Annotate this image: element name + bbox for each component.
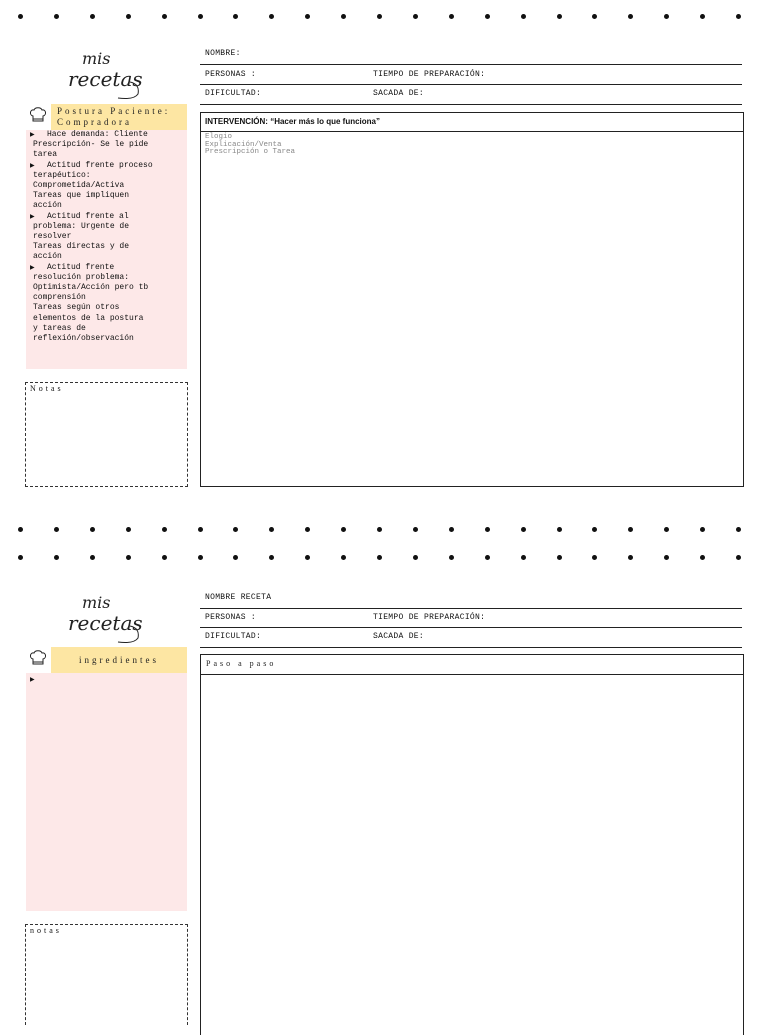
list-item-continuation: problema: Urgente de [33, 221, 130, 231]
sacada-label-bottom: SACADA DE: [373, 632, 425, 641]
dot [664, 14, 669, 19]
svg-text:mis: mis [82, 49, 111, 68]
sacada-label: SACADA DE: [373, 89, 425, 98]
notes-box-top[interactable] [25, 382, 188, 487]
dot [18, 555, 23, 560]
notes-label-bottom: notas [30, 926, 62, 935]
dot [305, 14, 310, 19]
chef-hat-icon [29, 106, 47, 124]
list-item-continuation: Tareas según otros [33, 303, 120, 313]
dot [736, 14, 741, 19]
list-item: ▶ Hace demanda: Cliente [26, 130, 187, 140]
dot [592, 555, 597, 560]
dot [485, 555, 490, 560]
postura-list [26, 130, 187, 344]
intervention-header [201, 113, 743, 132]
mis-recetas-logo-bottom [60, 588, 170, 644]
dot [126, 527, 131, 532]
dot [592, 527, 597, 532]
dot [162, 14, 167, 19]
steps-title: Paso a paso [206, 659, 277, 668]
section-header-postura [51, 104, 187, 130]
steps-header [201, 655, 743, 675]
intervention-item-elogio: Elogio [205, 133, 233, 141]
dot [198, 555, 203, 560]
field-row-personas-bottom [200, 609, 742, 628]
postura-panel [26, 130, 187, 369]
notes-box-bottom[interactable] [25, 924, 188, 1025]
dot [162, 527, 167, 532]
dot [736, 527, 741, 532]
list-item-continuation: Prescripción- Se le pide [33, 140, 149, 150]
dot [700, 14, 705, 19]
intervention-box[interactable] [200, 112, 744, 487]
field-row-dificultad-bottom [200, 628, 742, 648]
ingredientes-panel[interactable] [26, 673, 187, 911]
dot [449, 555, 454, 560]
dot [233, 555, 238, 560]
dot [341, 555, 346, 560]
personas-label: PERSONAS : [205, 70, 257, 79]
dot-divider-middle-2 [0, 555, 768, 565]
dot [54, 14, 59, 19]
dot [485, 527, 490, 532]
dot [664, 527, 669, 532]
ingredientes-title: ingredientes [79, 655, 159, 665]
dot [198, 527, 203, 532]
list-item-continuation: Tareas directas y de [33, 242, 130, 252]
list-item-continuation: Comprometida/Activa [33, 181, 125, 191]
list-item-continuation: acción [33, 201, 62, 211]
list-item: ▶ Actitud frente al [26, 212, 187, 222]
dot [557, 555, 562, 560]
list-item-continuation: tarea [33, 150, 58, 160]
dot [557, 527, 562, 532]
dot [413, 527, 418, 532]
chef-hat-icon [29, 649, 47, 667]
dot [198, 14, 203, 19]
dot [305, 527, 310, 532]
tiempo-label: TIEMPO DE PREPARACIÓN: [373, 70, 486, 79]
dot [521, 555, 526, 560]
field-row-dificultad [200, 85, 742, 105]
list-item-continuation: acción [33, 252, 62, 262]
dot [233, 527, 238, 532]
list-item-continuation: comprensión [33, 293, 86, 303]
list-item-continuation: resolver [33, 232, 72, 242]
dot [700, 555, 705, 560]
dot [126, 14, 131, 19]
dot [90, 555, 95, 560]
dot [377, 14, 382, 19]
list-item-continuation: elementos de la postura [33, 313, 144, 323]
dot [377, 527, 382, 532]
postura-title: Postura Paciente: Compradora [57, 106, 171, 127]
dot [736, 555, 741, 560]
list-item-continuation: terapéutico: [33, 170, 91, 180]
nombre-receta-label: NOMBRE RECETA [205, 593, 272, 602]
field-row-nombre [200, 44, 742, 65]
dot [269, 555, 274, 560]
dot [54, 555, 59, 560]
dot [269, 14, 274, 19]
intervention-item-explicacion: Explicación/Venta [205, 140, 282, 149]
bullet-arrow-icon: ▶ [30, 677, 35, 683]
list-item-continuation: y tareas de [33, 323, 86, 333]
dot [341, 527, 346, 532]
svg-text:recetas: recetas [68, 611, 143, 635]
dot [449, 527, 454, 532]
dot [90, 14, 95, 19]
svg-text:recetas: recetas [68, 67, 143, 91]
dot [592, 14, 597, 19]
dot [521, 527, 526, 532]
dot [341, 14, 346, 19]
field-row-personas [200, 65, 742, 85]
list-item-continuation: reflexión/observación [33, 334, 134, 344]
personas-label-bottom: PERSONAS : [205, 613, 257, 622]
notes-label: Notas [30, 384, 64, 393]
section-header-ingredientes [51, 647, 187, 673]
dot [700, 527, 705, 532]
list-item: ▶ Actitud frente proceso [26, 161, 187, 171]
dot [557, 14, 562, 19]
intervention-item-prescripcion: Prescripción o Tarea [205, 148, 296, 156]
recipe-fields-top [200, 44, 742, 106]
dot-divider-middle-1 [0, 527, 768, 537]
dot [90, 527, 95, 532]
dot [18, 527, 23, 532]
dot [449, 14, 454, 19]
mis-recetas-logo [60, 44, 170, 100]
dot [413, 555, 418, 560]
dot [521, 14, 526, 19]
dot [664, 555, 669, 560]
svg-text:mis: mis [82, 593, 111, 612]
list-item-continuation: Optimista/Acción pero tb [33, 283, 149, 293]
dificultad-label-bottom: DIFICULTAD: [205, 632, 262, 641]
dot [628, 527, 633, 532]
dot [233, 14, 238, 19]
list-item-continuation: resolución problema: [33, 272, 130, 282]
dot [54, 527, 59, 532]
dot [413, 14, 418, 19]
dificultad-label: DIFICULTAD: [205, 89, 262, 98]
recipe-fields-bottom [200, 588, 742, 650]
list-item-continuation: Tareas que impliquen [33, 191, 130, 201]
dot [628, 555, 633, 560]
dot [628, 14, 633, 19]
dot [18, 14, 23, 19]
steps-box[interactable] [200, 654, 744, 1035]
list-item: ▶ Actitud frente [26, 263, 187, 273]
tiempo-label-bottom: TIEMPO DE PREPARACIÓN: [373, 613, 486, 622]
dot [485, 14, 490, 19]
dot [269, 527, 274, 532]
dot [377, 555, 382, 560]
dot [162, 555, 167, 560]
dot-divider-top [0, 14, 768, 24]
dot [126, 555, 131, 560]
intervention-title: INTERVENCIÓN: “Hacer más lo que funciona” [205, 117, 380, 126]
field-row-nombre-receta [200, 588, 742, 609]
dot [305, 555, 310, 560]
nombre-label: NOMBRE: [205, 49, 241, 58]
